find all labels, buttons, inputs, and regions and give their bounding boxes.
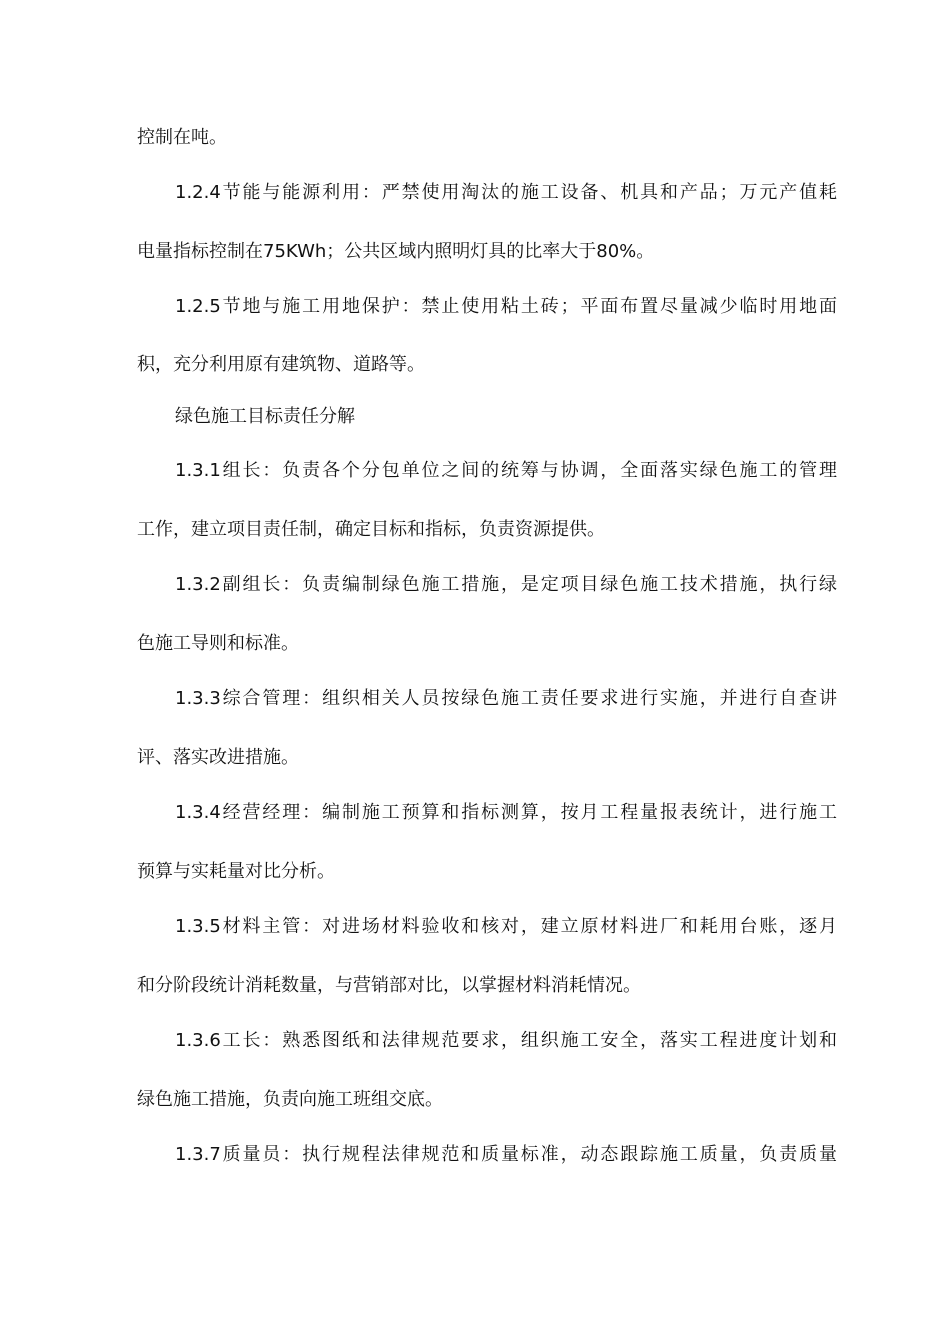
paragraph-1-3-5-line-2: 和分阶段统计消耗数量，与营销部对比，以掌握材料消耗情况。 (137, 975, 641, 996)
paragraph-1-3-5-line-1: 1.3.5材料主管：对进场材料验收和核对，建立原材料进厂和耗用台账，逐月 (175, 916, 837, 937)
text-line-continuation: 控制在吨。 (137, 127, 227, 148)
paragraph-1-3-2-line-2: 色施工导则和标准。 (137, 633, 299, 654)
paragraph-1-3-4-line-1: 1.3.4经营经理：编制施工预算和指标测算，按月工程量报表统计，进行施工 (175, 802, 837, 823)
paragraph-1-3-3-line-2: 评、落实改进措施。 (137, 747, 299, 768)
paragraph-1-3-1-line-1: 1.3.1组长：负责各个分包单位之间的统筹与协调，全面落实绿色施工的管理 (175, 460, 837, 481)
paragraph-1-3-2-line-1: 1.3.2副组长：负责编制绿色施工措施，是定项目绿色施工技术措施，执行绿 (175, 574, 837, 595)
paragraph-1-3-7-line-1: 1.3.7质量员：执行规程法律规范和质量标准，动态跟踪施工质量，负责质量 (175, 1144, 837, 1165)
paragraph-1-2-5-line-2: 积，充分利用原有建筑物、道路等。 (137, 354, 425, 375)
paragraph-1-3-1-line-2: 工作，建立项目责任制，确定目标和指标，负责资源提供。 (137, 519, 605, 540)
paragraph-1-3-3-line-1: 1.3.3综合管理：组织相关人员按绿色施工责任要求进行实施，并进行自查讲 (175, 688, 837, 709)
paragraph-1-2-5-line-1: 1.2.5节地与施工用地保护：禁止使用粘土砖；平面布置尽量减少临时用地面 (175, 296, 837, 317)
paragraph-1-3-4-line-2: 预算与实耗量对比分析。 (137, 861, 335, 882)
paragraph-1-3-6-line-1: 1.3.6工长：熟悉图纸和法律规范要求，组织施工安全，落实工程进度计划和 (175, 1030, 837, 1051)
paragraph-1-2-4-line-2: 电量指标控制在75KWh；公共区域内照明灯具的比率大于80%。 (137, 241, 655, 262)
section-heading: 绿色施工目标责任分解 (175, 406, 355, 427)
paragraph-1-3-6-line-2: 绿色施工措施，负责向施工班组交底。 (137, 1089, 443, 1110)
paragraph-1-2-4-line-1: 1.2.4节能与能源利用：严禁使用淘汰的施工设备、机具和产品；万元产值耗 (175, 182, 837, 203)
